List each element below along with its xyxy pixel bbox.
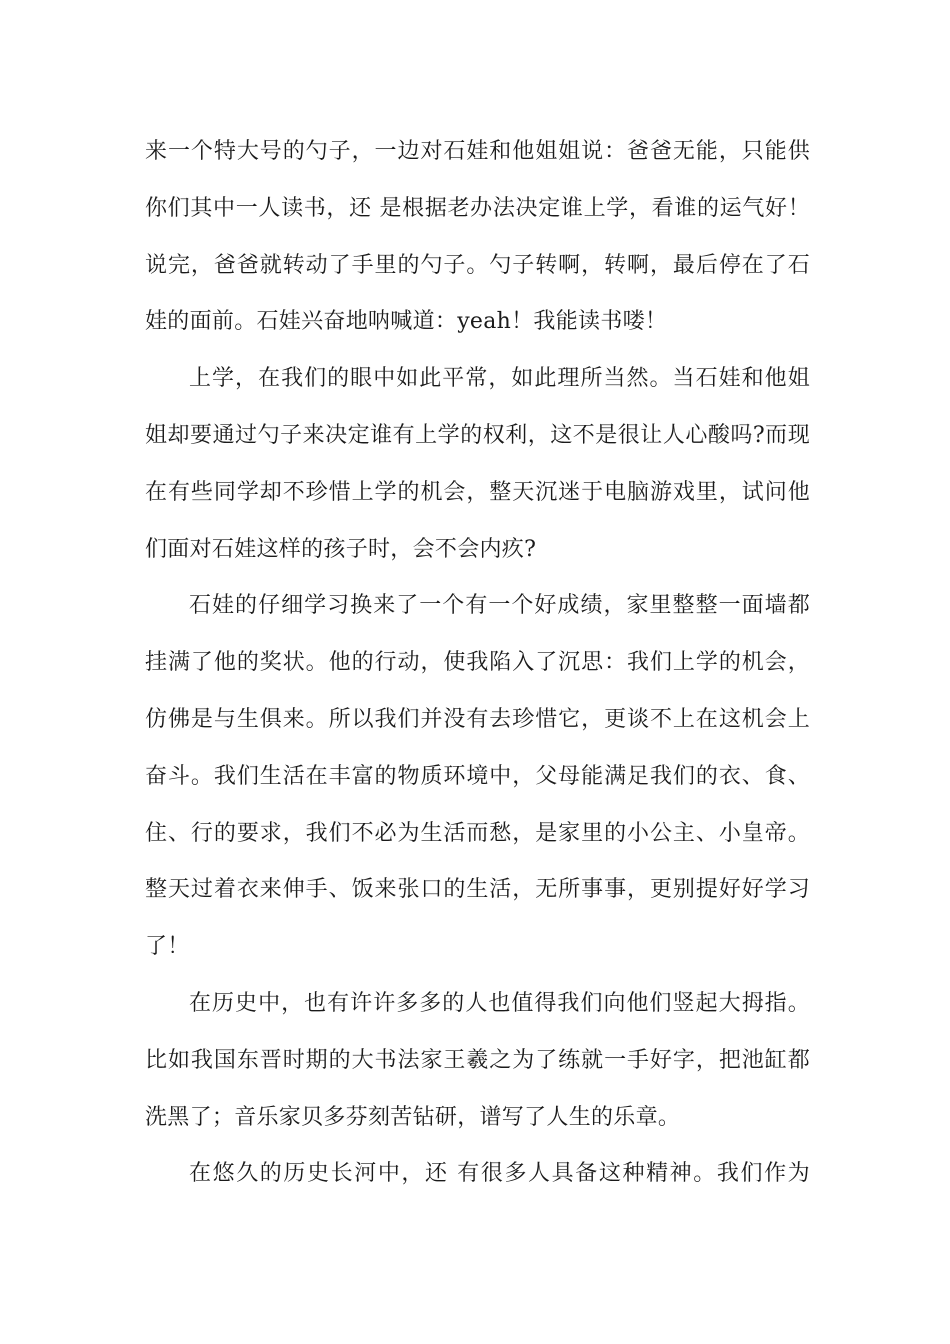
text-line: 石娃的仔细学习换来了一个有一个好成绩，家里整整一面墙都 xyxy=(189,593,810,619)
text-line: 你们其中一人读书，还 是根据老办法决定谁上学，看谁的运气好！ xyxy=(145,195,810,221)
text-line: 住、行的要求，我们不必为生活而愁，是家里的小公主、小皇帝。 xyxy=(145,820,810,846)
text-line: 整天过着衣来伸手、饭来张口的生活，无所事事，更别提好好学习 xyxy=(145,877,810,903)
text-line: 仿佛是与生俱来。所以我们并没有去珍惜它，更谈不上在这机会上 xyxy=(145,706,810,732)
body-text xyxy=(145,124,810,1203)
text-line: 奋斗。我们生活在丰富的物质环境中，父母能满足我们的衣、食、 xyxy=(145,763,810,789)
text-line: 上学，在我们的眼中如此平常，如此理所当然。当石娃和他姐 xyxy=(189,366,810,392)
text-line: 来一个特大号的勺子，一边对石娃和他姐姐说：爸爸无能，只能供 xyxy=(145,139,810,164)
text-line: 了！ xyxy=(145,934,190,960)
text-line: 在悠久的历史长河中，还 有很多人具备这种精神。我们作为 xyxy=(189,1161,810,1187)
text-line: 们面对石娃这样的孩子时，会不会内疚? xyxy=(145,536,537,562)
text-line: 说完，爸爸就转动了手里的勺子。勺子转啊，转啊，最后停在了石 xyxy=(145,252,810,278)
text-line: 姐却要通过勺子来决定谁有上学的权利，这不是很让人心酸吗?而现 xyxy=(145,422,810,448)
text-line: 比如我国东晋时期的大书法家王羲之为了练就一手好字，把池缸都 xyxy=(145,1047,810,1073)
text-line: 娃的面前。石娃兴奋地呐喊道：yeah！我能读书喽！ xyxy=(145,309,668,335)
text-line: 在历史中，也有许许多多的人也值得我们向他们竖起大拇指。 xyxy=(189,990,810,1016)
text-line: 挂满了他的奖状。他的行动，使我陷入了沉思：我们上学的机会， xyxy=(145,650,810,676)
text-line: 洗黑了；音乐家贝多芬刻苦钻研，谱写了人生的乐章。 xyxy=(145,1104,681,1130)
text-line: 在有些同学却不珍惜上学的机会，整天沉迷于电脑游戏里，试问他 xyxy=(145,479,810,505)
